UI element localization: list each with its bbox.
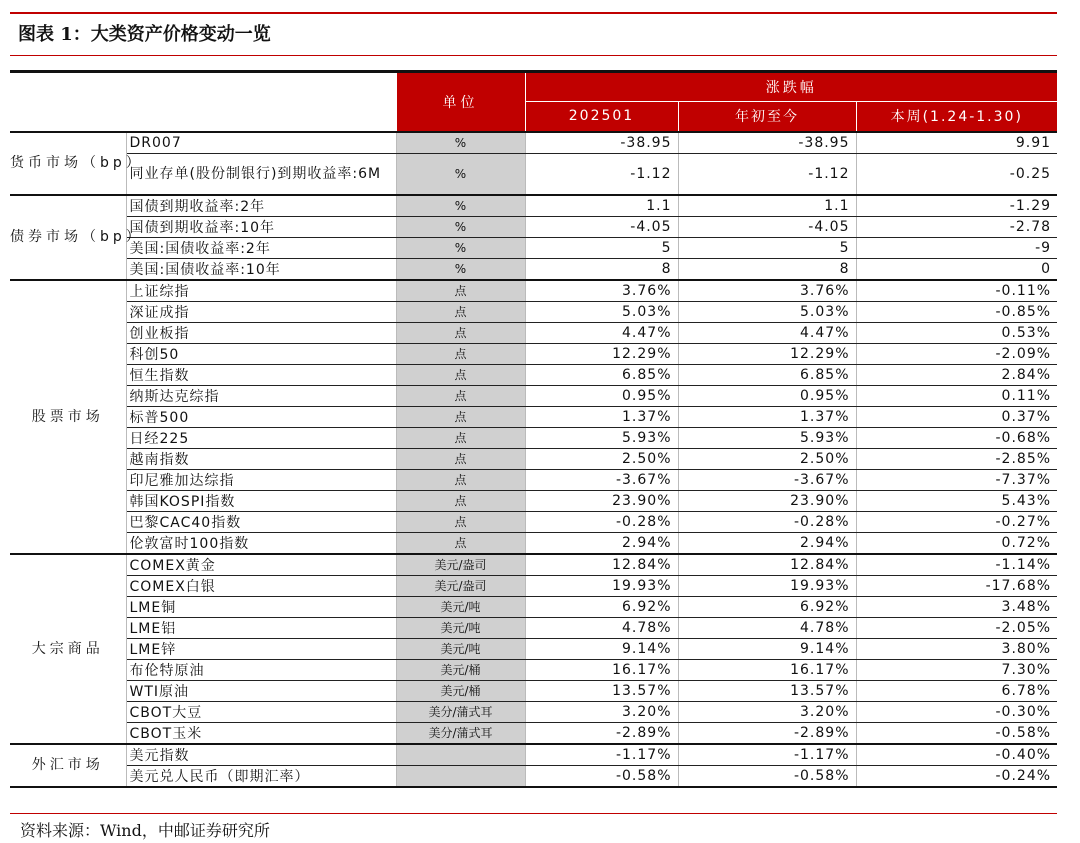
unit-cell: % — [396, 132, 525, 154]
value-ytd: -0.28% — [678, 511, 856, 532]
header-col-ytd: 年初至今 — [678, 102, 856, 132]
table-row — [10, 301, 1057, 322]
unit-cell: 美元/盎司 — [396, 554, 525, 576]
value-ytd: 3.76% — [678, 280, 856, 302]
value-202501: 9.14% — [525, 638, 678, 659]
value-ytd: -4.05 — [678, 216, 856, 237]
value-ytd: -38.95 — [678, 132, 856, 154]
table-body — [10, 132, 1057, 787]
asset-name: 布伦特原油 — [126, 659, 396, 680]
value-week: 3.80% — [856, 638, 1057, 659]
value-week: -0.68% — [856, 427, 1057, 448]
value-ytd: 13.57% — [678, 680, 856, 701]
asset-name: 深证成指 — [126, 301, 396, 322]
value-week: 3.48% — [856, 596, 1057, 617]
value-ytd: 12.84% — [678, 554, 856, 576]
table-row — [10, 195, 1057, 217]
table-row — [10, 701, 1057, 722]
asset-name: 标普500 — [126, 406, 396, 427]
value-week: 0.11% — [856, 385, 1057, 406]
asset-name: 国债到期收益率:10年 — [126, 216, 396, 237]
value-202501: 3.76% — [525, 280, 678, 302]
value-ytd: -0.58% — [678, 765, 856, 787]
value-week: -2.05% — [856, 617, 1057, 638]
table-row — [10, 638, 1057, 659]
value-202501: -38.95 — [525, 132, 678, 154]
value-ytd: 0.95% — [678, 385, 856, 406]
asset-name: 巴黎CAC40指数 — [126, 511, 396, 532]
value-ytd: 6.92% — [678, 596, 856, 617]
unit-cell: 点 — [396, 490, 525, 511]
asset-name: LME铜 — [126, 596, 396, 617]
table-row — [10, 132, 1057, 154]
unit-cell: 美元/桶 — [396, 659, 525, 680]
table-row — [10, 322, 1057, 343]
value-ytd: -1.12 — [678, 153, 856, 195]
value-week: 0 — [856, 258, 1057, 280]
unit-cell — [396, 765, 525, 787]
asset-name: 纳斯达克综指 — [126, 385, 396, 406]
value-week: 9.91 — [856, 132, 1057, 154]
table-row — [10, 765, 1057, 787]
header-change-group: 涨跌幅 — [525, 72, 1057, 102]
unit-cell: 点 — [396, 301, 525, 322]
table-row — [10, 722, 1057, 744]
value-ytd: 4.78% — [678, 617, 856, 638]
value-ytd: -2.89% — [678, 722, 856, 744]
value-202501: -1.12 — [525, 153, 678, 195]
asset-name: 美元指数 — [126, 744, 396, 766]
value-202501: 3.20% — [525, 701, 678, 722]
value-202501: 5 — [525, 237, 678, 258]
section-category: 债券市场（bp） — [10, 195, 126, 280]
asset-name: CBOT大豆 — [126, 701, 396, 722]
value-202501: 2.94% — [525, 532, 678, 554]
value-ytd: 5.93% — [678, 427, 856, 448]
value-202501: 4.78% — [525, 617, 678, 638]
section-category: 货币市场（bp） — [10, 132, 126, 195]
unit-cell: 点 — [396, 322, 525, 343]
value-202501: -1.17% — [525, 744, 678, 766]
asset-name: LME锌 — [126, 638, 396, 659]
value-week: 0.37% — [856, 406, 1057, 427]
asset-name: 韩国KOSPI指数 — [126, 490, 396, 511]
value-202501: 5.93% — [525, 427, 678, 448]
header-col-202501: 202501 — [525, 102, 678, 132]
value-week: -17.68% — [856, 575, 1057, 596]
table-row — [10, 406, 1057, 427]
value-ytd: 8 — [678, 258, 856, 280]
value-202501: 23.90% — [525, 490, 678, 511]
table-row — [10, 280, 1057, 302]
unit-cell: % — [396, 258, 525, 280]
unit-cell: 美元/吨 — [396, 617, 525, 638]
unit-cell: 美元/盎司 — [396, 575, 525, 596]
unit-cell: 点 — [396, 532, 525, 554]
value-202501: 4.47% — [525, 322, 678, 343]
value-ytd: 1.1 — [678, 195, 856, 217]
source-rule — [10, 813, 1057, 814]
value-202501: -0.28% — [525, 511, 678, 532]
table-row — [10, 258, 1057, 280]
value-week: 0.72% — [856, 532, 1057, 554]
table-row — [10, 554, 1057, 576]
unit-cell: 点 — [396, 469, 525, 490]
value-ytd: -1.17% — [678, 744, 856, 766]
value-week: -0.58% — [856, 722, 1057, 744]
value-202501: 16.17% — [525, 659, 678, 680]
asset-name: COMEX白银 — [126, 575, 396, 596]
table-row — [10, 364, 1057, 385]
value-202501: 8 — [525, 258, 678, 280]
value-week: 5.43% — [856, 490, 1057, 511]
unit-cell: 美元/桶 — [396, 680, 525, 701]
unit-cell: 美分/蒲式耳 — [396, 701, 525, 722]
table-row — [10, 596, 1057, 617]
value-202501: 6.85% — [525, 364, 678, 385]
asset-name: 科创50 — [126, 343, 396, 364]
table-row — [10, 343, 1057, 364]
asset-name: DR007 — [126, 132, 396, 154]
value-202501: -3.67% — [525, 469, 678, 490]
asset-name: COMEX黄金 — [126, 554, 396, 576]
value-202501: 5.03% — [525, 301, 678, 322]
value-week: -1.29 — [856, 195, 1057, 217]
value-ytd: 6.85% — [678, 364, 856, 385]
asset-name: 美国:国债收益率:2年 — [126, 237, 396, 258]
value-ytd: 5 — [678, 237, 856, 258]
asset-name: LME铝 — [126, 617, 396, 638]
page-title: 图表 1：大类资产价格变动一览 — [18, 24, 271, 45]
asset-name: 越南指数 — [126, 448, 396, 469]
unit-cell: 点 — [396, 448, 525, 469]
unit-cell: 点 — [396, 427, 525, 448]
section-category: 股票市场 — [10, 280, 126, 554]
value-202501: 19.93% — [525, 575, 678, 596]
table-row — [10, 153, 1057, 195]
table-row — [10, 469, 1057, 490]
value-week: -0.11% — [856, 280, 1057, 302]
table-row — [10, 427, 1057, 448]
header-blank-name — [126, 72, 396, 132]
value-ytd: 3.20% — [678, 701, 856, 722]
value-week: -0.85% — [856, 301, 1057, 322]
value-ytd: 2.94% — [678, 532, 856, 554]
value-ytd: 12.29% — [678, 343, 856, 364]
table-row — [10, 237, 1057, 258]
value-week: -0.24% — [856, 765, 1057, 787]
value-week: -2.78 — [856, 216, 1057, 237]
value-week: -2.85% — [856, 448, 1057, 469]
value-202501: -0.58% — [525, 765, 678, 787]
value-week: -2.09% — [856, 343, 1057, 364]
table-row — [10, 511, 1057, 532]
table-row — [10, 680, 1057, 701]
table-row — [10, 617, 1057, 638]
asset-name: 上证综指 — [126, 280, 396, 302]
value-week: -0.40% — [856, 744, 1057, 766]
value-ytd: 19.93% — [678, 575, 856, 596]
value-202501: 12.84% — [525, 554, 678, 576]
asset-name: 国债到期收益率:2年 — [126, 195, 396, 217]
value-ytd: 9.14% — [678, 638, 856, 659]
value-202501: 2.50% — [525, 448, 678, 469]
value-ytd: 1.37% — [678, 406, 856, 427]
value-week: 2.84% — [856, 364, 1057, 385]
value-202501: 13.57% — [525, 680, 678, 701]
source-note: 资料来源：Wind，中邮证券研究所 — [20, 821, 270, 840]
table-row — [10, 385, 1057, 406]
table-row — [10, 659, 1057, 680]
value-202501: 12.29% — [525, 343, 678, 364]
unit-cell: % — [396, 237, 525, 258]
asset-name: CBOT玉米 — [126, 722, 396, 744]
value-week: -0.25 — [856, 153, 1057, 195]
unit-cell: % — [396, 216, 525, 237]
value-week: -1.14% — [856, 554, 1057, 576]
value-ytd: 23.90% — [678, 490, 856, 511]
asset-name: 印尼雅加达综指 — [126, 469, 396, 490]
value-ytd: 2.50% — [678, 448, 856, 469]
value-ytd: 4.47% — [678, 322, 856, 343]
asset-name: 美国:国债收益率:10年 — [126, 258, 396, 280]
value-week: -7.37% — [856, 469, 1057, 490]
value-week: 0.53% — [856, 322, 1057, 343]
asset-name: 恒生指数 — [126, 364, 396, 385]
table-row — [10, 532, 1057, 554]
value-202501: -4.05 — [525, 216, 678, 237]
title-rule — [10, 55, 1057, 56]
value-week: -0.27% — [856, 511, 1057, 532]
asset-name: 同业存单(股份制银行)到期收益率:6M — [126, 153, 396, 195]
top-rule — [10, 12, 1057, 14]
asset-name: 创业板指 — [126, 322, 396, 343]
unit-cell: 美元/吨 — [396, 638, 525, 659]
value-week: -9 — [856, 237, 1057, 258]
section-category: 外汇市场 — [10, 744, 126, 787]
asset-price-table — [10, 70, 1057, 788]
table-row — [10, 490, 1057, 511]
value-week: 7.30% — [856, 659, 1057, 680]
unit-cell: % — [396, 195, 525, 217]
table-row — [10, 575, 1057, 596]
section-category: 大宗商品 — [10, 554, 126, 744]
asset-name: 日经225 — [126, 427, 396, 448]
value-202501: 6.92% — [525, 596, 678, 617]
asset-name: 美元兑人民币（即期汇率） — [126, 765, 396, 787]
asset-name: WTI原油 — [126, 680, 396, 701]
unit-cell: 点 — [396, 406, 525, 427]
value-ytd: 5.03% — [678, 301, 856, 322]
value-week: -0.30% — [856, 701, 1057, 722]
value-202501: -2.89% — [525, 722, 678, 744]
value-ytd: -3.67% — [678, 469, 856, 490]
unit-cell: 点 — [396, 385, 525, 406]
value-202501: 1.37% — [525, 406, 678, 427]
unit-cell — [396, 744, 525, 766]
table-row — [10, 744, 1057, 766]
table-row — [10, 216, 1057, 237]
asset-name: 伦敦富时100指数 — [126, 532, 396, 554]
header-blank-category — [10, 72, 126, 132]
unit-cell: 点 — [396, 511, 525, 532]
unit-cell: 点 — [396, 364, 525, 385]
unit-cell: 点 — [396, 280, 525, 302]
value-202501: 1.1 — [525, 195, 678, 217]
unit-cell: 美元/吨 — [396, 596, 525, 617]
table-row — [10, 448, 1057, 469]
header-unit: 单位 — [396, 72, 525, 132]
unit-cell: 点 — [396, 343, 525, 364]
header-col-week: 本周(1.24-1.30) — [856, 102, 1057, 132]
value-ytd: 16.17% — [678, 659, 856, 680]
value-week: 6.78% — [856, 680, 1057, 701]
value-202501: 0.95% — [525, 385, 678, 406]
unit-cell: % — [396, 153, 525, 195]
unit-cell: 美分/蒲式耳 — [396, 722, 525, 744]
